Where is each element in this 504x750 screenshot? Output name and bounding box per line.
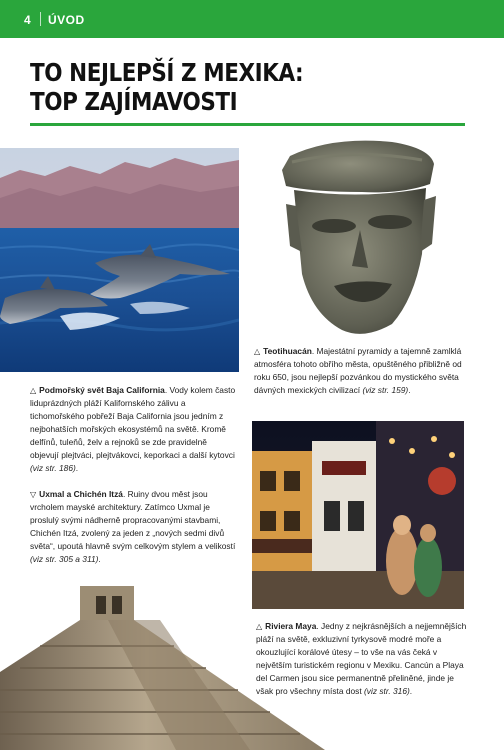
caption-baja-end: . [75, 463, 79, 473]
caption-teotihuacan-end: . [408, 385, 411, 395]
triangle-down-icon: ▽ [30, 490, 37, 499]
caption-riviera-end: . [409, 686, 413, 696]
caption-teotihuacan [254, 345, 466, 397]
page-number: 4 [24, 13, 31, 27]
caption-uxmal-ref: (viz str. 305 a 311) [30, 554, 99, 564]
title-rule [30, 123, 465, 126]
caption-baja-name: Podmořský svět Baja California [39, 385, 165, 395]
street-photo [252, 421, 464, 609]
caption-uxmal-end: . [98, 554, 101, 564]
dolphins-photo [0, 148, 239, 372]
mask-photo [272, 134, 448, 340]
caption-baja-ref: (viz str. 186) [30, 463, 76, 473]
header-divider [40, 12, 41, 26]
header-bar [0, 0, 504, 38]
caption-baja-text: . Vody kolem často liduprázdných pláží Kalifornského zálivu a tichomořského pobřeží Baja California jsou jedním z nejbohatších mořských ekosystémů na světě. Kromě delfínů, tuleňů, želv a rejnoků se zde pravidelně objevují plejtváci, plejtvákovci, keporkaci a další kytovci [30, 385, 236, 460]
caption-baja [30, 384, 236, 475]
caption-riviera-ref: (viz str. 316) [364, 686, 410, 696]
caption-uxmal [30, 488, 238, 566]
title-line-1: TO NEJLEPŠÍ Z MEXIKA: [30, 58, 304, 87]
section-title: ÚVOD [48, 13, 85, 27]
street-image [252, 421, 464, 609]
caption-riviera-text: . Jedny z nejkrásnějších a nejjemnějších pláží na světě, exkluzivní tyrkysově modré moře a okouzlující korálové útesy – to vše na vás čeká v největším turistickém regionu v Mexiku. Cancún a Playa del Carmen jsou sice permanentně přeliněné, jinde je však pro všechny místa dost [256, 621, 467, 696]
caption-riviera-name: Riviera Maya [265, 621, 317, 631]
caption-riviera [256, 620, 468, 698]
dolphins-image [0, 148, 239, 372]
mask-image [272, 134, 448, 340]
triangle-up-icon: △ [256, 622, 263, 631]
caption-teotihuacan-text: . Majestátní pyramidy a tajemně zamlklá atmosféra tohoto obřího města, opuštěného přibližně od roku 650, jsou nejlepší pozvánkou do mystického světa dávných mexických civilizací [254, 346, 462, 395]
caption-teotihuacan-name: Teotihuacán [263, 346, 312, 356]
triangle-up-icon: △ [30, 386, 37, 395]
caption-uxmal-name: Uxmal a Chichén Itzá [39, 489, 123, 499]
caption-uxmal-text: . Ruiny dvou měst jsou vrcholem mayské architektury. Zatímco Uxmal je proslulý svými nádherně propracovanými stavbami, Chichén Itzá, zvolený za jeden z „nových sedmi divů světa“, upoutá hlavně svým celkovým stylem a velikostí [30, 489, 236, 551]
page-title [30, 58, 408, 116]
triangle-up-icon: △ [254, 347, 261, 356]
caption-teotihuacan-ref: (viz str. 159) [362, 385, 409, 395]
title-line-2: TOP ZAJÍMAVOSTI [30, 87, 238, 116]
